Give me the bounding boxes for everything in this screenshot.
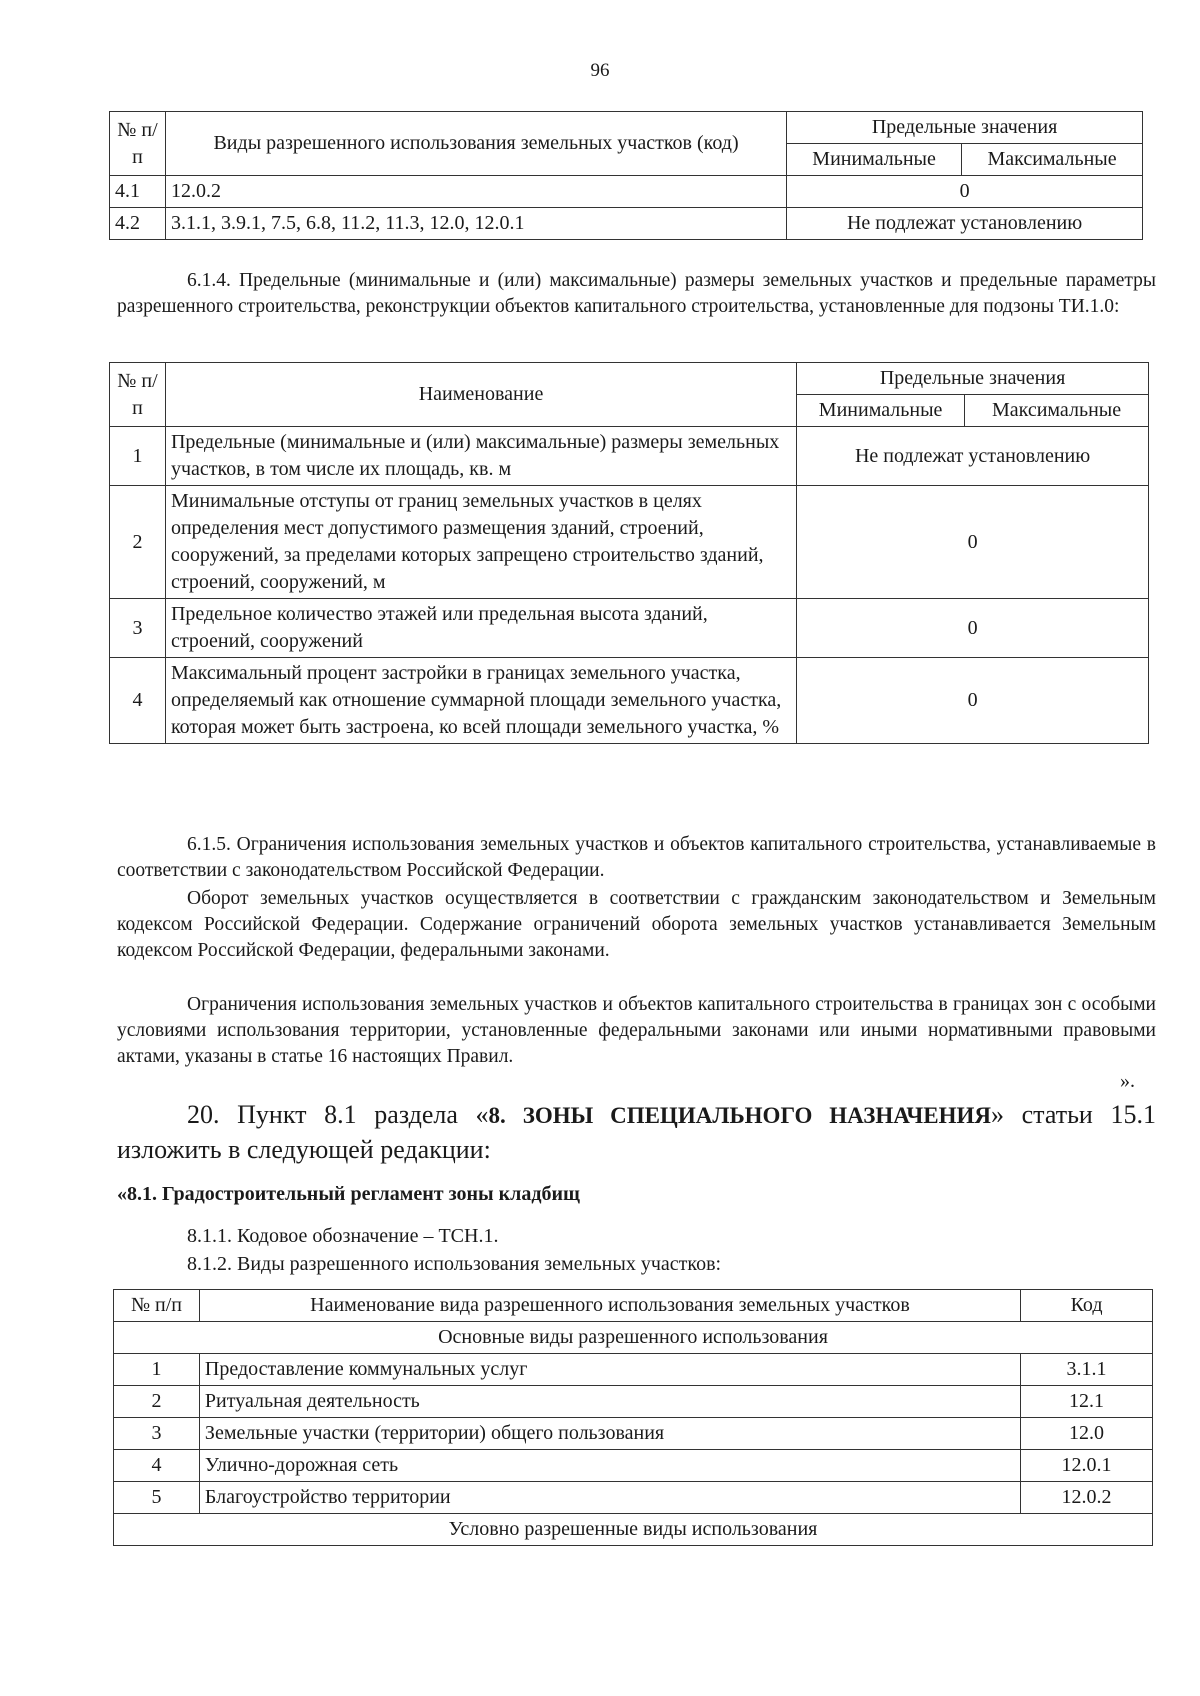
row-code: 12.0.2 <box>1021 1482 1153 1514</box>
row-codes: 12.0.2 <box>165 176 786 208</box>
row-num: 4.2 <box>110 208 166 240</box>
closing-quote: ». <box>1120 1070 1135 1092</box>
table-header-num: № п/п <box>110 112 166 176</box>
table-header-code: Код <box>1021 1290 1153 1322</box>
row-code: 12.0 <box>1021 1418 1153 1450</box>
section-row-main: Основные виды разрешенного использования <box>114 1322 1153 1354</box>
paragraph-turnover: Оборот земельных участков осуществляется в соответствии с гражданским законодательством и Земельным кодексом Российской Федерации. Содержание ограничений оборота земельных участков устанавливается Земельным кодексом Российской Федерации, федеральными законами. <box>117 888 1156 961</box>
table-row <box>110 176 1143 208</box>
table-building-parameters <box>109 362 1149 744</box>
row-codes: 3.1.1, 3.9.1, 7.5, 6.8, 11.2, 11.3, 12.0, 12.0.1 <box>165 208 786 240</box>
table-header-limits: Предельные значения <box>787 112 1143 144</box>
table-header-name: Наименование вида разрешенного использования земельных участков <box>199 1290 1020 1322</box>
row-value: Не подлежат установлению <box>797 427 1149 486</box>
table-row <box>110 208 1143 240</box>
table-header-name: Наименование <box>165 363 796 427</box>
row-value: 0 <box>787 176 1143 208</box>
row-code: 12.0.1 <box>1021 1450 1153 1482</box>
row-name: Минимальные отступы от границ земельных участков в целях определения мест допустимого размещения зданий, строений, сооружений, за пределами которых запрещено строительство зданий, строений, сооружений, м <box>165 486 796 599</box>
table-header-limits: Предельные значения <box>797 363 1149 395</box>
row-num: 5 <box>114 1482 200 1514</box>
row-code: 12.1 <box>1021 1386 1153 1418</box>
table-row <box>110 599 1149 658</box>
paragraph-restrictions: Ограничения использования земельных участков и объектов капитального строительства в границах зон с особыми условиями использования территории, установленные федеральными законами или иными нормативными правовыми актами, указаны в статье 16 настоящих Правил. <box>117 994 1156 1067</box>
row-num: 3 <box>110 599 166 658</box>
line-8-1-1: 8.1.1. Кодовое обозначение – ТСН.1. <box>187 1225 499 1247</box>
row-name: Максимальный процент застройки в границах земельного участка, определяемый как отношение суммарной площади земельного участка, которая может быть застроена, ко всей площади земельного участка, % <box>165 658 796 744</box>
table-row <box>114 1386 1153 1418</box>
table-header-type: Виды разрешенного использования земельных участков (код) <box>165 112 786 176</box>
table-header-num: № п/п <box>114 1290 200 1322</box>
row-num: 4 <box>110 658 166 744</box>
section-row-conditional: Условно разрешенные виды использования <box>114 1514 1153 1546</box>
table-row <box>110 427 1149 486</box>
row-num: 2 <box>114 1386 200 1418</box>
row-name: Предоставление коммунальных услуг <box>199 1354 1020 1386</box>
row-num: 1 <box>110 427 166 486</box>
row-name: Предельное количество этажей или предельная высота зданий, строений, сооружений <box>165 599 796 658</box>
table-header-max: Максимальные <box>965 395 1149 427</box>
item-20-section-title: 8. ЗОНЫ СПЕЦИАЛЬНОГО НАЗНАЧЕНИЯ <box>488 1103 991 1128</box>
table-row <box>114 1482 1153 1514</box>
table-header-min: Минимальные <box>797 395 965 427</box>
row-name: Ритуальная деятельность <box>199 1386 1020 1418</box>
item-20-paragraph: 20. Пункт 8.1 раздела «8. ЗОНЫ СПЕЦИАЛЬНОГО НАЗНАЧЕНИЯ» статьи 15.1 изложить в следующей редакции: <box>117 1100 1156 1164</box>
table-header-max: Максимальные <box>962 144 1143 176</box>
table-row <box>114 1354 1153 1386</box>
row-code: 3.1.1 <box>1021 1354 1153 1386</box>
paragraph-6-1-5: 6.1.5. Ограничения использования земельных участков и объектов капитального строительства, устанавливаемые в соответствии с законодательством Российской Федерации. <box>117 834 1156 881</box>
row-num: 3 <box>114 1418 200 1450</box>
table-permitted-uses-limits <box>109 111 1143 240</box>
section-heading: «8.1. Градостроительный регламент зоны кладбищ <box>117 1183 580 1205</box>
row-value: 0 <box>797 658 1149 744</box>
paragraph-6-1-4: 6.1.4. Предельные (минимальные и (или) максимальные) размеры земельных участков и предельные параметры разрешенного строительства, реконструкции объектов капитального строительства, установленные для подзоны ТИ.1.0: <box>117 270 1156 317</box>
row-name: Предельные (минимальные и (или) максимальные) размеры земельных участков, в том числе их площадь, кв. м <box>165 427 796 486</box>
row-num: 2 <box>110 486 166 599</box>
table-row <box>114 1418 1153 1450</box>
table-row <box>110 486 1149 599</box>
table-permitted-use-types <box>113 1289 1153 1546</box>
table-header-min: Минимальные <box>787 144 962 176</box>
row-value: 0 <box>797 599 1149 658</box>
table-header-num: № п/п <box>110 363 166 427</box>
line-8-1-2: 8.1.2. Виды разрешенного использования земельных участков: <box>187 1253 722 1275</box>
row-name: Благоустройство территории <box>199 1482 1020 1514</box>
row-value: Не подлежат установлению <box>787 208 1143 240</box>
row-name: Улично-дорожная сеть <box>199 1450 1020 1482</box>
row-name: Земельные участки (территории) общего пользования <box>199 1418 1020 1450</box>
page-number: 96 <box>590 60 610 81</box>
row-value: 0 <box>797 486 1149 599</box>
row-num: 4.1 <box>110 176 166 208</box>
table-row <box>114 1450 1153 1482</box>
row-num: 4 <box>114 1450 200 1482</box>
table-row <box>110 658 1149 744</box>
row-num: 1 <box>114 1354 200 1386</box>
